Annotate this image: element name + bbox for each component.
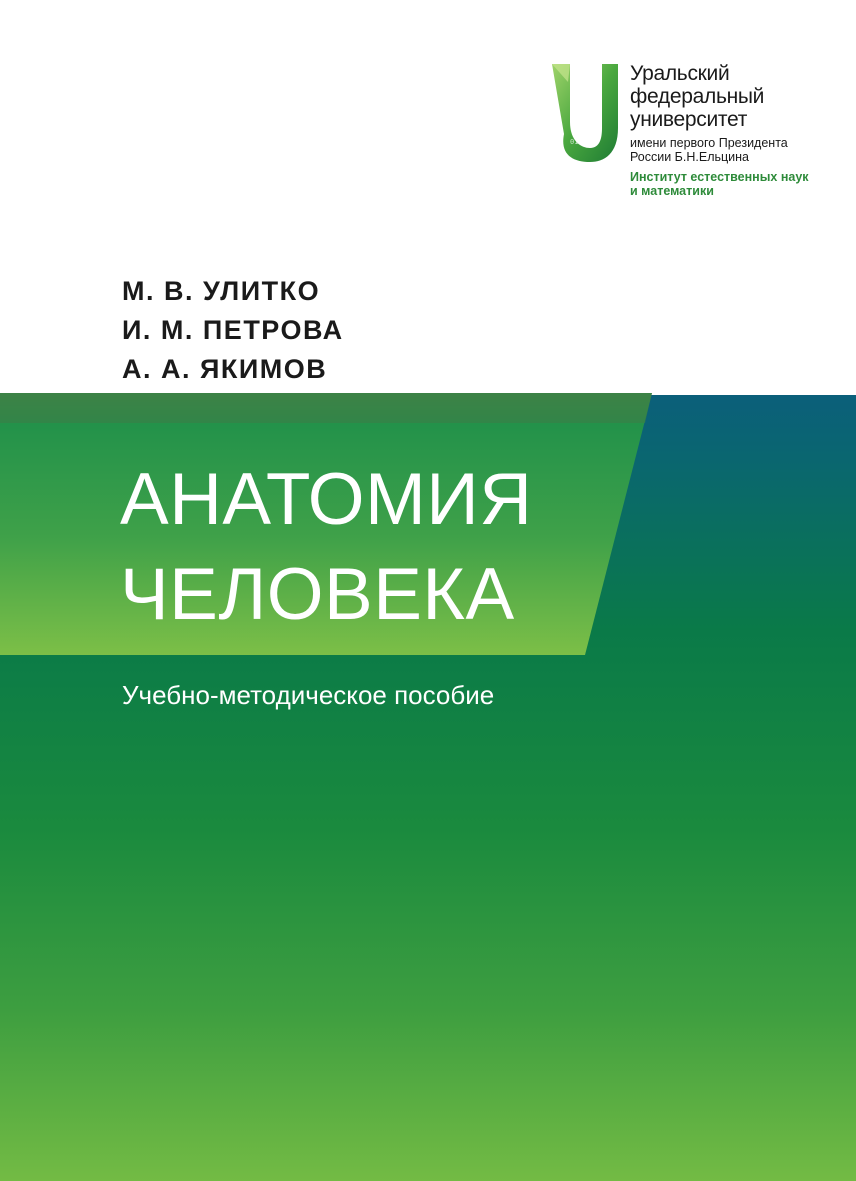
- university-subtitle-line: России Б.Н.Ельцина: [630, 150, 749, 164]
- author-name: А. А. ЯКИМОВ: [122, 354, 328, 384]
- university-name-line: федеральный: [630, 85, 765, 108]
- book-title-line: ЧЕЛОВЕКА: [120, 554, 515, 635]
- university-logo-block: [550, 62, 850, 212]
- authors-list: [122, 272, 344, 389]
- svg-text:0101: 0101: [570, 138, 587, 146]
- svg-text:0101: 0101: [576, 114, 593, 122]
- book-title: [120, 452, 533, 642]
- book-subtitle: Учебно-методическое пособие: [122, 680, 495, 710]
- university-name-line: университет: [630, 108, 748, 131]
- institute-name-line: Институт естественных наук: [630, 170, 809, 184]
- university-subtitle: [630, 136, 788, 164]
- institute-name-line: и математики: [630, 184, 714, 198]
- author-name: И. М. ПЕТРОВА: [122, 315, 344, 345]
- university-subtitle-line: имени первого Президента: [630, 136, 788, 150]
- university-name: [630, 62, 764, 131]
- urfu-u-logo-icon: [550, 62, 620, 164]
- author-name: М. В. УЛИТКО: [122, 276, 321, 306]
- book-title-line: АНАТОМИЯ: [120, 459, 533, 540]
- university-name-line: Уральский: [630, 62, 730, 85]
- institute-name: [630, 170, 809, 198]
- svg-text:10101: 10101: [572, 126, 594, 134]
